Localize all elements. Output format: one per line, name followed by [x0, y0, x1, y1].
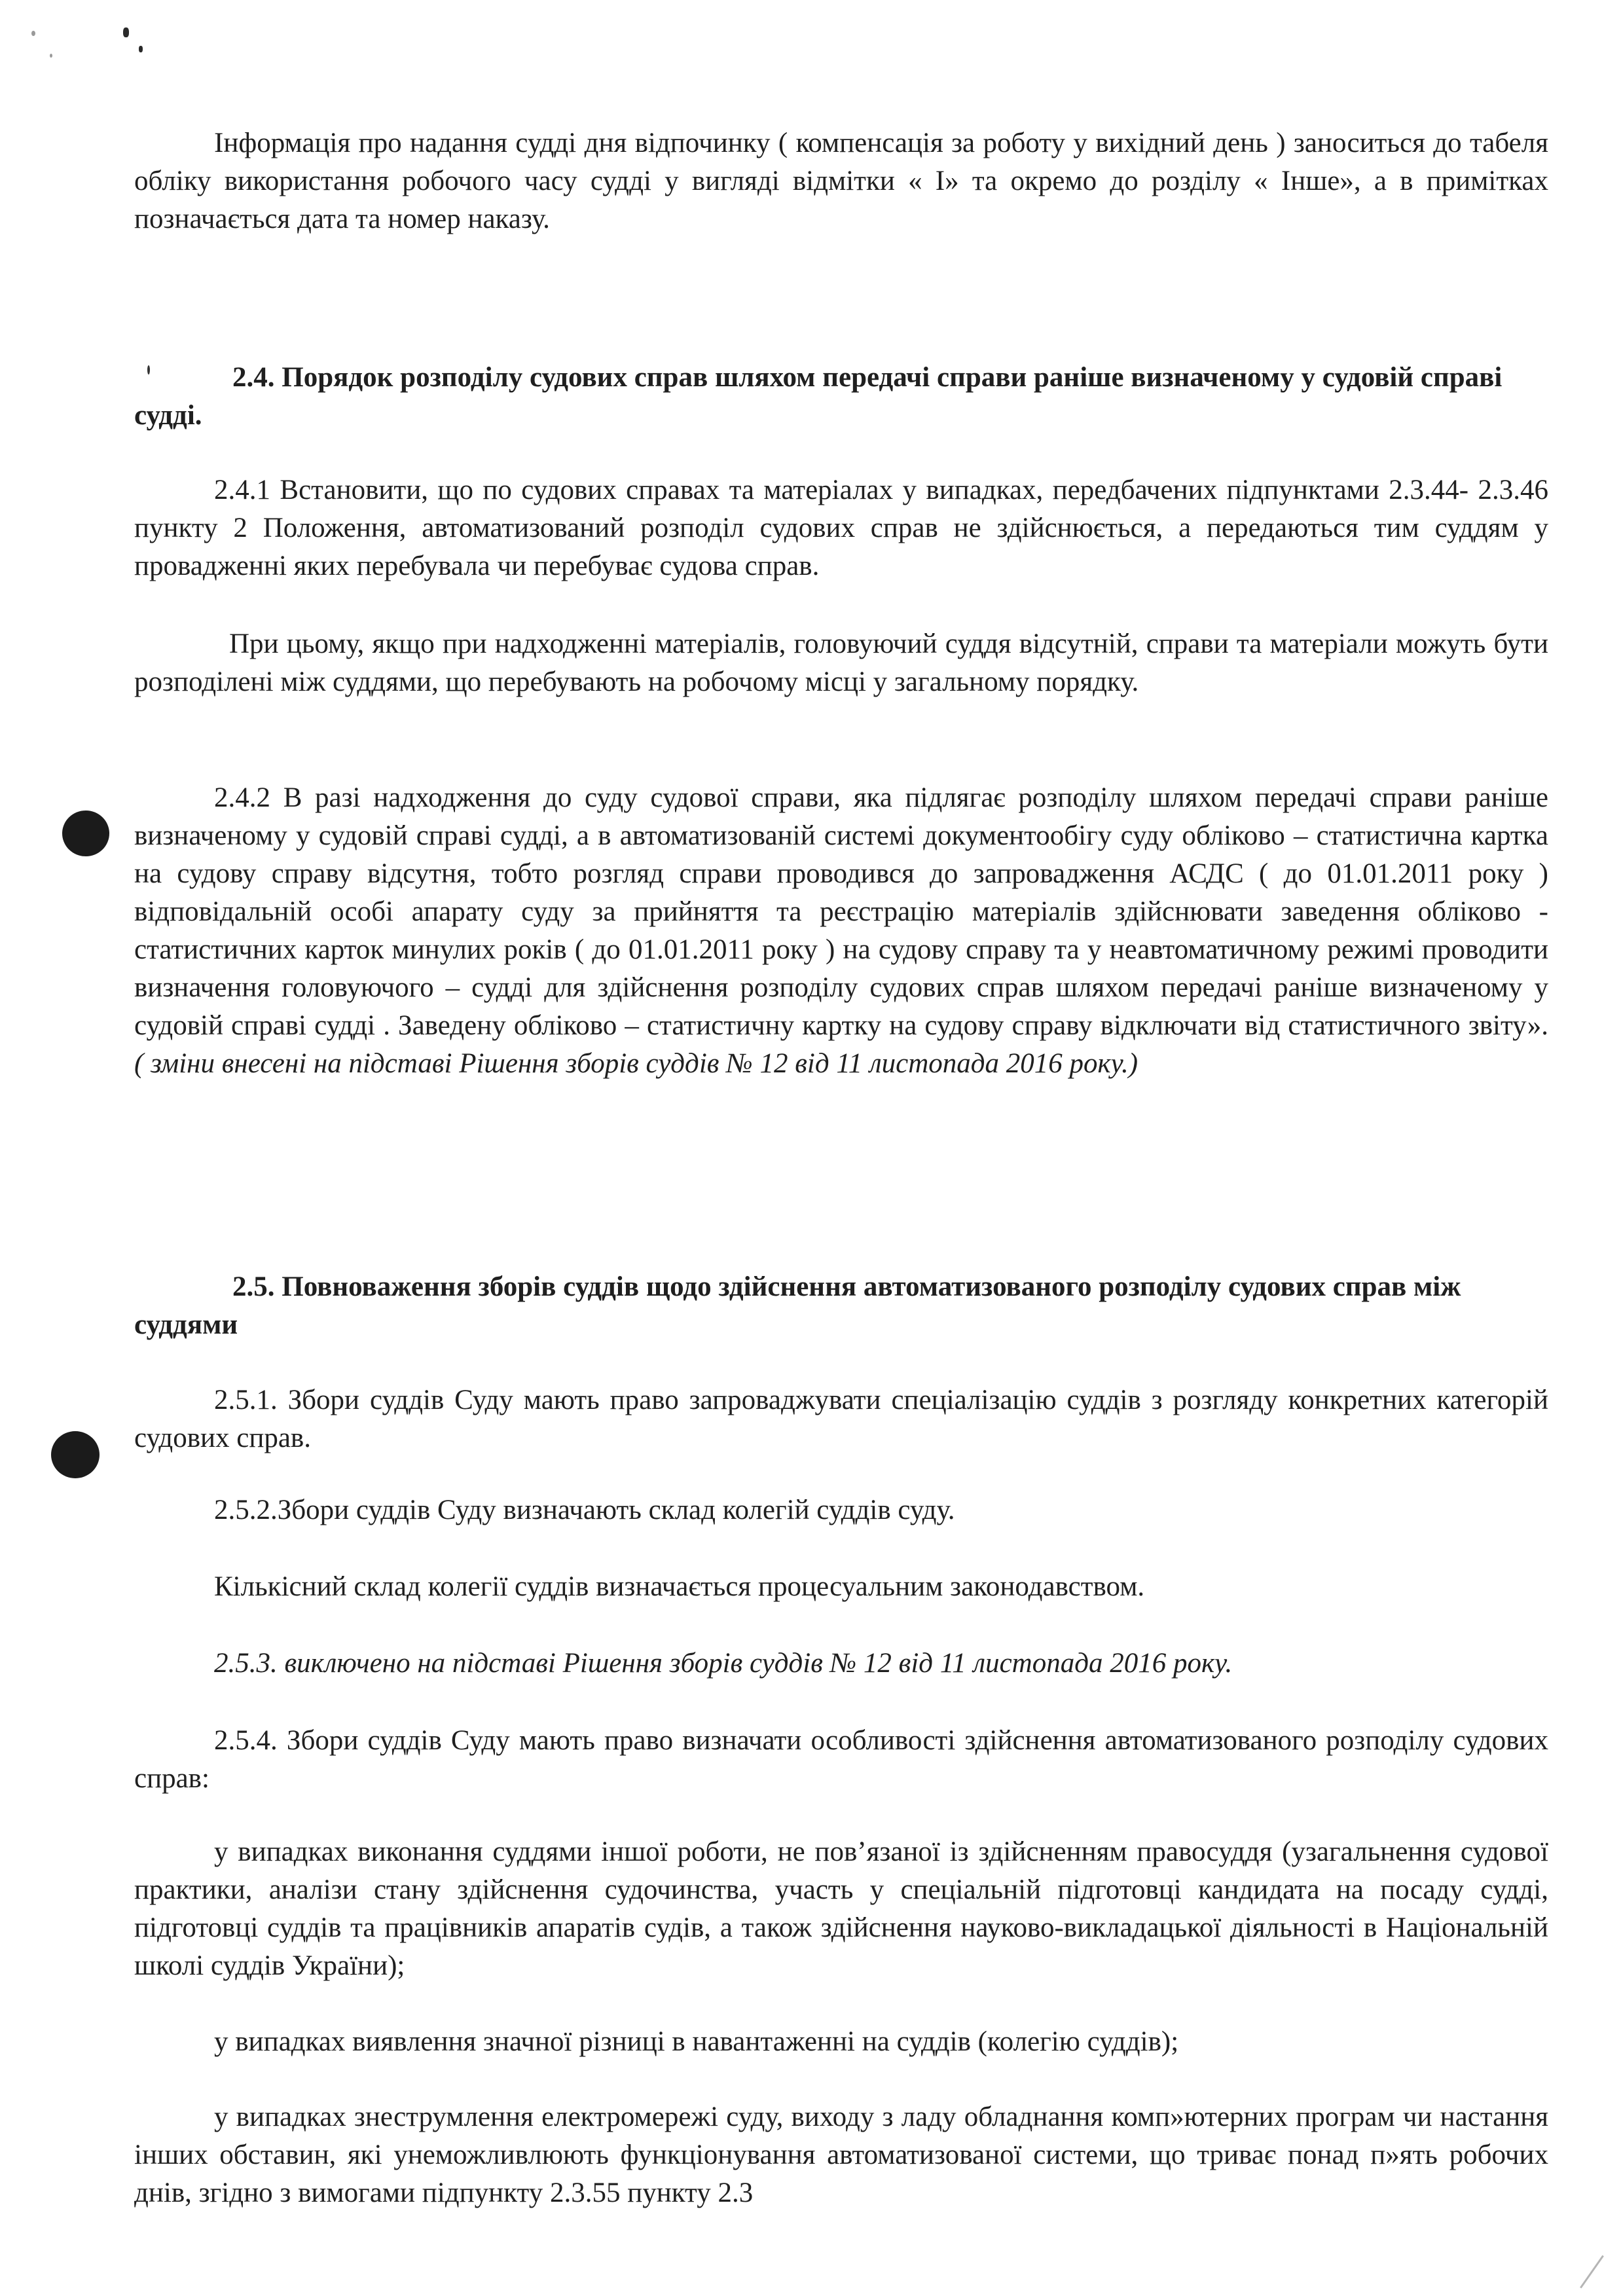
punch-hole-upper — [62, 811, 109, 856]
intro-paragraph: Інформація про надання судді дня відпочинку ( компенсація за роботу у вихідний день ) заноситься до табеля обліку використання робочого часу судді у вигляді відмітки « І» та окремо до розділу « Інше», а в примітках позначається дата та номер наказу. — [134, 128, 1548, 234]
case-power-outage: у випадках знеструмлення електромережі суду, виходу з ладу обладнання комп»ютерних програм чи настання інших обставин, які унеможливлюють функціонування автоматизованої системи, що триває понад п»ять робочих днів, згідно з вимогами підпункту 2.3.55 пункту 2.3 — [134, 2102, 1548, 2208]
paragraph-2-4-2-text: 2.4.2 В разі надходження до суду судової справи, яка підлягає розподілу шляхом передачі справи раніше визначеному у судовій справі судді, а в автоматизованій системі документообігу суду обліково – статистична картка на судову справу відсутня, тобто розгляд справи проводився до запровадження АСДС ( до 01.01.2011 року ) відповідальній особі апарату суду за прийняття та реєстрацію матеріалів здійснювати заведення обліково - статистичних карток минулих років ( до 01.01.2011 року ) на судову справу та у неавтоматичному режимі проводити визначення головуючого – судді для здійснення розподілу судових справ шляхом передачі раніше визначеному у судовій справі судді . Заведену обліково – статистичну картку на судову справу відключати від статистичного звіту». — [134, 782, 1548, 1041]
ink-mark-top — [123, 27, 129, 37]
punch-hole-lower — [51, 1431, 100, 1478]
amendment-note: ( зміни внесені на підставі Рішення зборів суддів № 12 від 11 листопада 2016 року.) — [134, 1048, 1138, 1079]
paragraph-2-5-2-note: Кількісний склад колегії суддів визначається процесуальним законодавством. — [214, 1571, 1145, 1602]
paragraph-2-5-1: 2.5.1. Збори суддів Суду мають право запроваджувати спеціалізацію суддів з розгляду конкретних категорій судових справ. — [134, 1385, 1548, 1453]
paragraph-2-5-4: 2.5.4. Збори суддів Суду мають право визначати особливості здійснення автоматизованого розподілу судових справ: — [134, 1725, 1548, 1794]
ink-mark-top-small — [139, 46, 143, 52]
case-workload-difference: у випадках виявлення значної різниці в навантаженні на суддів (колегію суддів); — [214, 2026, 1179, 2057]
scan-edge-stroke — [1580, 2255, 1604, 2289]
paragraph-2-5-3: 2.5.3. виключено на підставі Рішення зборів суддів № 12 від 11 листопада 2016 року. — [214, 1648, 1233, 1679]
scan-speck — [50, 54, 52, 58]
section-2-5-heading: 2.5. Повноваження зборів суддів щодо здійснення автоматизованого розподілу судових справ між суддями — [134, 1271, 1461, 1340]
paragraph-2-4-2 — [134, 779, 1548, 1083]
paragraph-2-4-1: 2.4.1 Встановити, що по судових справах та матеріалах у випадках, передбачених підпунктами 2.3.44- 2.3.46 пункту 2 Положення, автоматизований розподіл судових справ не здійснюється, а передаються тим суддям у провадженні яких перебувала чи перебуває судова справ. — [134, 475, 1548, 581]
section-2-4-heading: 2.4. Порядок розподілу судових справ шляхом передачі справи раніше визначеному у судовій справі судді. — [134, 362, 1503, 431]
paragraph-2-5-2: 2.5.2.Збори суддів Суду визначають склад колегій суддів суду. — [214, 1495, 955, 1525]
case-other-work: у випадках виконання суддями іншої роботи, не пов’язаної із здійсненням правосуддя (узагальнення судової практики, аналізи стану здійснення судочинства, участь у спеціальній підготовці кандидата на посаду судді, підготовці суддів та працівників апаратів судів, а також здійснення науково-викладацької діяльності в Національній школі суддів України); — [134, 1836, 1548, 1981]
paragraph-2-4-1-note: При цьому, якщо при надходженні матеріалів, головуючий суддя відсутній, справи та матеріали можуть бути розподілені між суддями, що перебувають на робочому місці у загальному порядку. — [134, 629, 1548, 697]
scan-speck — [31, 31, 35, 36]
